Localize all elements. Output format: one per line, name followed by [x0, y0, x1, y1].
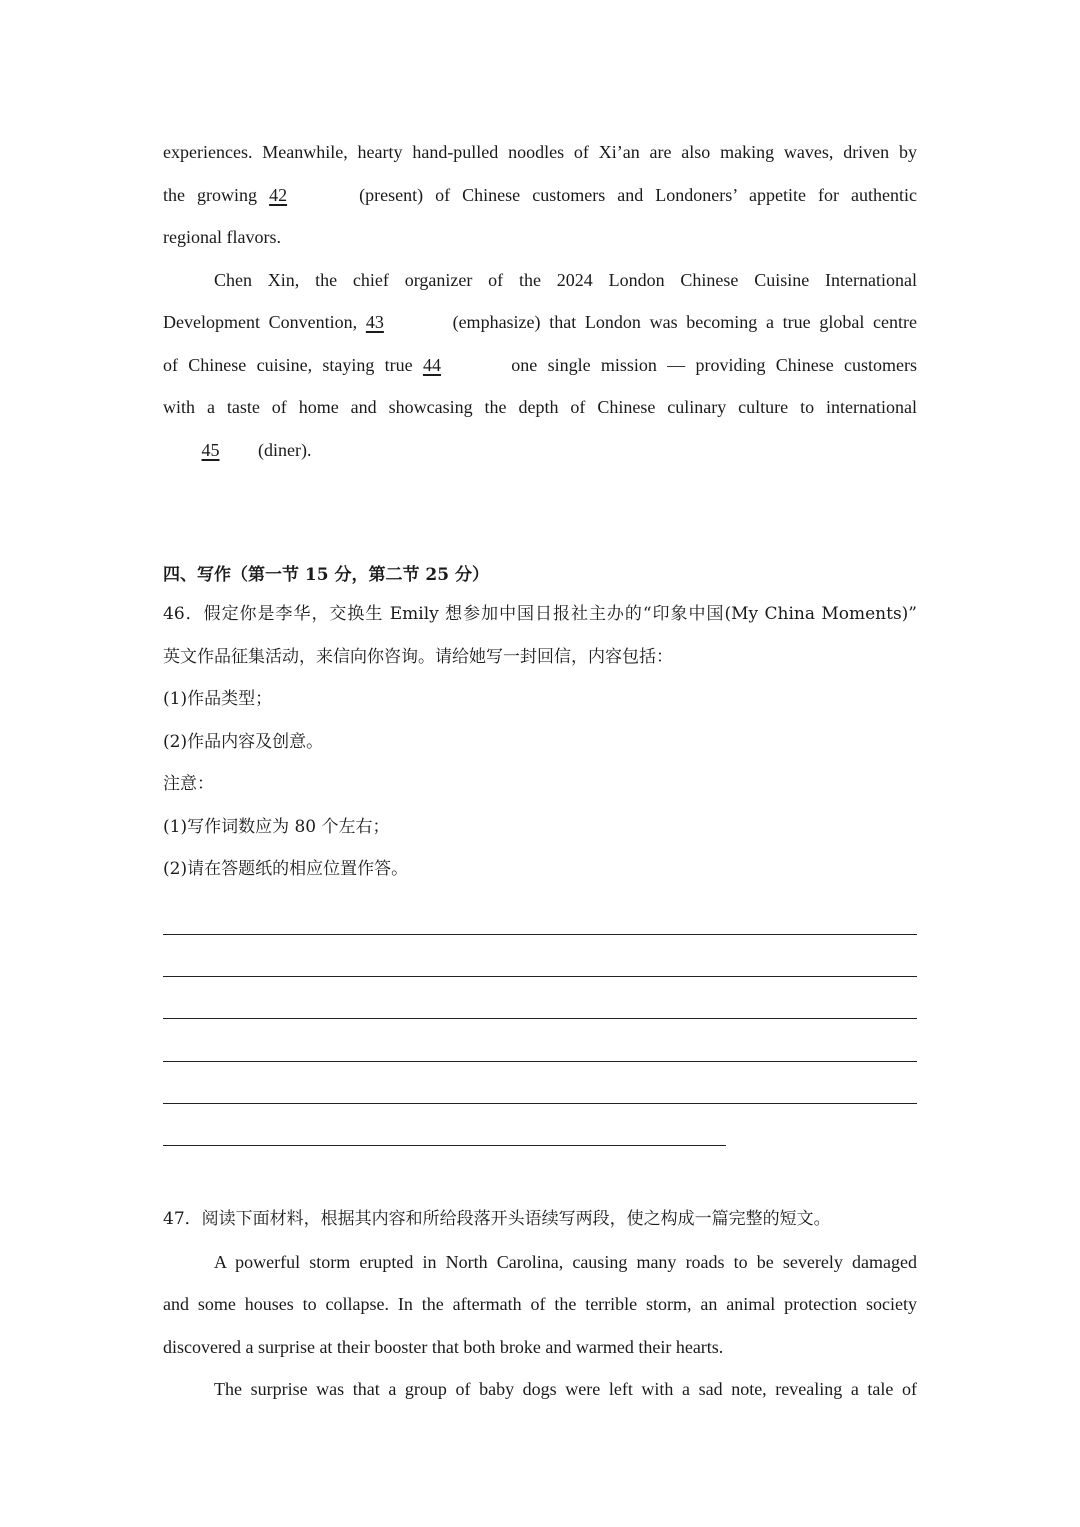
answer-line[interactable] — [163, 1104, 726, 1146]
passage-line-4: Chen Xin, the chief organizer of the 2024 London Chinese Cuisine International — [214, 269, 917, 290]
blank-42[interactable]: 42 — [269, 184, 288, 205]
passage-text: the growing — [163, 184, 258, 205]
passage-line-1: experiences. Meanwhile, hearty hand-pulled noodles of Xi’an are also making waves, driven by — [163, 142, 917, 162]
exam-page — [163, 131, 917, 1411]
passage-line-5 — [163, 301, 917, 344]
note-label: 注意： — [163, 774, 214, 794]
question-46-line-2: 英文作品征集活动，来信向你咨询。请给她写一封回信，内容包括： — [163, 646, 673, 667]
section-heading-writing: 四、写作（第一节 15 分，第二节 25 分） — [163, 565, 489, 585]
note-1: (1)写作词数应为 80 个左右； — [163, 816, 390, 837]
story-line-1: A powerful storm erupted in North Carolina, causing many roads to be severely damaged — [214, 1251, 917, 1272]
section-gap — [163, 471, 917, 557]
passage-text: one single mission — providing Chinese customers — [511, 354, 918, 375]
note-2: (2)请在答题纸的相应位置作答。 — [163, 859, 409, 879]
passage-line-7: with a taste of home and showcasing the depth of Chinese culinary culture to international — [163, 397, 917, 417]
question-46-line-1: 46．假定你是李华，交换生 Emily 想参加中国日报社主办的“印象中国(My China Moments)” — [163, 604, 917, 624]
passage-line-8 — [163, 429, 917, 472]
answer-area-46[interactable] — [163, 893, 917, 1147]
story-line-4: The surprise was that a group of baby dogs were left with a sad note, revealing a tale of — [214, 1379, 917, 1400]
passage-text: Development Convention, — [163, 312, 358, 332]
passage-text: (present) of Chinese customers and Londoners’ appetite for authentic — [359, 184, 917, 205]
passage-line-3: regional flavors. — [163, 227, 281, 247]
passage-line-6 — [163, 344, 917, 387]
story-line-2: and some houses to collapse. In the aftermath of the terrible storm, an animal protection society — [163, 1294, 917, 1315]
blank-44[interactable]: 44 — [422, 354, 441, 375]
passage-line-2 — [163, 174, 917, 217]
answer-line[interactable] — [163, 977, 917, 1019]
answer-line[interactable] — [163, 893, 917, 935]
passage-text: (diner). — [258, 439, 312, 460]
passage-text: (emphasize) that London was becoming a true global centre — [452, 312, 918, 332]
passage-text: of Chinese cuisine, staying true — [163, 354, 413, 375]
question-47-line: 47．阅读下面材料，根据其内容和所给段落开头语续写两段，使之构成一篇完整的短文。 — [163, 1209, 831, 1230]
section-gap — [163, 1146, 917, 1198]
question-46-item-2: (2)作品内容及创意。 — [163, 731, 324, 752]
blank-45[interactable]: 45 — [201, 439, 220, 460]
answer-line[interactable] — [163, 935, 917, 977]
answer-line[interactable] — [163, 1062, 917, 1104]
blank-43[interactable]: 43 — [365, 312, 384, 332]
answer-line[interactable] — [163, 1019, 917, 1061]
story-line-3: discovered a surprise at their booster that both broke and warmed their hearts. — [163, 1336, 724, 1357]
question-46-item-1: (1)作品类型； — [163, 689, 273, 709]
